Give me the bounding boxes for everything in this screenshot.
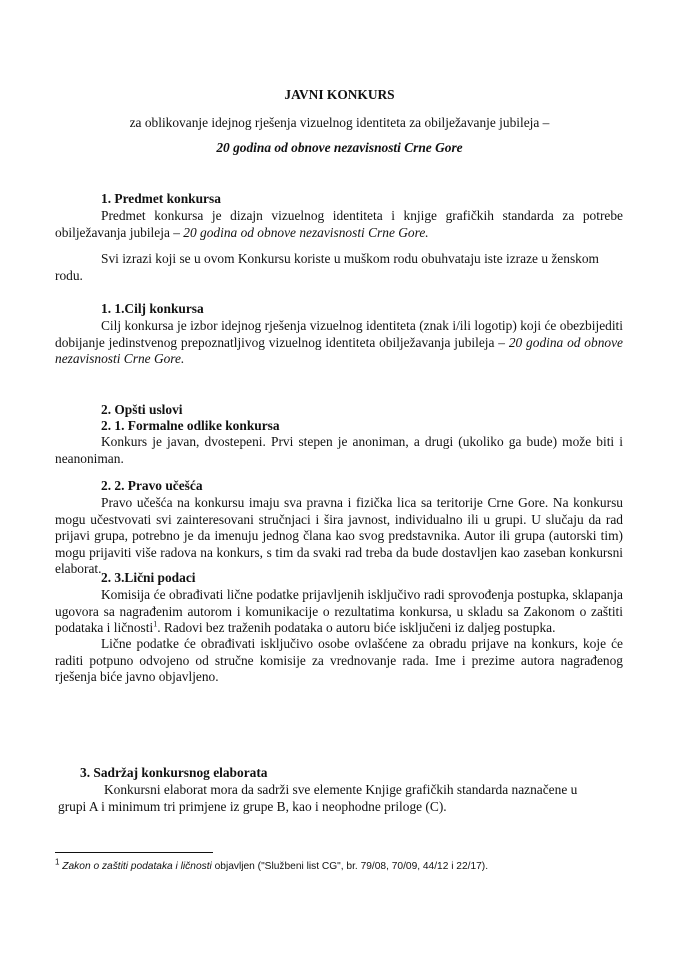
italic-text: 20 godina od obnove nezavisnosti Crne Gore. bbox=[55, 334, 623, 367]
text: Komisija će obrađivati lične podatke prijavljenih isključivo radi sprovođenja postupka, sklapanja ugovora sa nagrađenim autorom i komunikacije o rezultatima konkursa, u skladu sa Zakonom o zaštiti podataka i ličnosti bbox=[55, 587, 623, 636]
text: Predmet konkursa je dizajn vizuelnog identiteta i knjige grafičkih standarda za potrebe obilježavanja jubileja – bbox=[55, 208, 623, 240]
document-title: JAVNI KONKURS bbox=[284, 87, 395, 102]
section-1-heading: 1. Predmet konkursa bbox=[101, 191, 221, 206]
footnote-ref: 1 bbox=[153, 619, 158, 629]
text: Cilj konkursa je izbor idejnog rješenja vizuelnog identiteta (znak i/ili logotip) koji će obezbijediti dobijanje jedinstvenog prepoznatljivog vizuelnog identiteta obilježavanja jubileja – bbox=[55, 318, 623, 350]
document-subtitle-italic: 20 godina od obnove nezavisnosti Crne Gore bbox=[216, 140, 463, 155]
section-3-paragraph: Konkursni elaborat mora da sadrži sve elemente Knjige grafičkih standarda naznačene u grupi A i minimum tri primjene iz grupe B, kao i neophodne priloge (C). bbox=[58, 782, 578, 814]
italic-text: 20 godina od obnove nezavisnosti Crne Gore. bbox=[183, 224, 429, 240]
section-2-3-paragraph-2: Lične podatke će obrađivati isključivo osobe ovlašćene za obradu prijave na konkurs, koje će raditi potpuno odvojeno od stručne komisije za vrednovanje rada. Ime i prezime autora nagrađenog rješenja biće javno objavljeno. bbox=[55, 636, 623, 685]
section-1-paragraph bbox=[55, 208, 623, 241]
section-2-3-heading: 2. 3.Lični podaci bbox=[101, 570, 196, 585]
section-2-3-paragraph bbox=[55, 587, 623, 637]
footnote-italic: Zakon o zaštiti podataka i ličnosti bbox=[62, 861, 212, 872]
footnote-number: 1 bbox=[55, 857, 60, 867]
section-1-note: Svi izrazi koji se u ovom Konkursu koriste u muškom rodu obuhvataju iste izraze u ženskom rodu. bbox=[55, 251, 599, 283]
section-2-heading: 2. Opšti uslovi bbox=[101, 402, 183, 417]
section-3-heading: 3. Sadržaj konkursnog elaborata bbox=[80, 765, 268, 780]
section-1-1-paragraph bbox=[55, 318, 623, 368]
footnote bbox=[55, 857, 489, 872]
section-2-2-heading: 2. 2. Pravo učešća bbox=[101, 478, 203, 493]
section-2-1-paragraph: Konkurs je javan, dvostepeni. Prvi stepen je anoniman, a drugi (ukoliko ga bude) može biti i neanoniman. bbox=[55, 434, 623, 466]
footnote-separator bbox=[55, 852, 213, 853]
section-2-2-paragraph: Pravo učešća na konkursu imaju sva pravna i fizička lica sa teritorije Crne Gore. Na konkursu mogu učestvovati svi zainteresovani stručnjaci i šira javnost, individualno ili u grupi. U slučaju da rad prijavi grupa, potrebno je da imenuju jednog člana kao svog predstavnika. Autor ili grupa (autorski tim) mogu prijaviti više radova na konkurs, s tim da svaki rad treba da bude dostavljen kao zaseban konkursni elaborat. bbox=[55, 495, 623, 577]
section-2-1-heading: 2. 1. Formalne odlike konkursa bbox=[101, 418, 280, 433]
footnote-text: objavljen ("Službeni list CG", br. 79/08, 70/09, 44/12 i 22/17). bbox=[211, 861, 489, 872]
document-subtitle: za oblikovanje idejnog rješenja vizuelnog identiteta za obilježavanje jubileja – bbox=[129, 115, 550, 130]
text: . Radovi bez traženih podataka o autoru biće isključeni iz daljeg postupka. bbox=[157, 620, 556, 636]
section-1-1-heading: 1. 1.Cilj konkursa bbox=[101, 301, 204, 316]
